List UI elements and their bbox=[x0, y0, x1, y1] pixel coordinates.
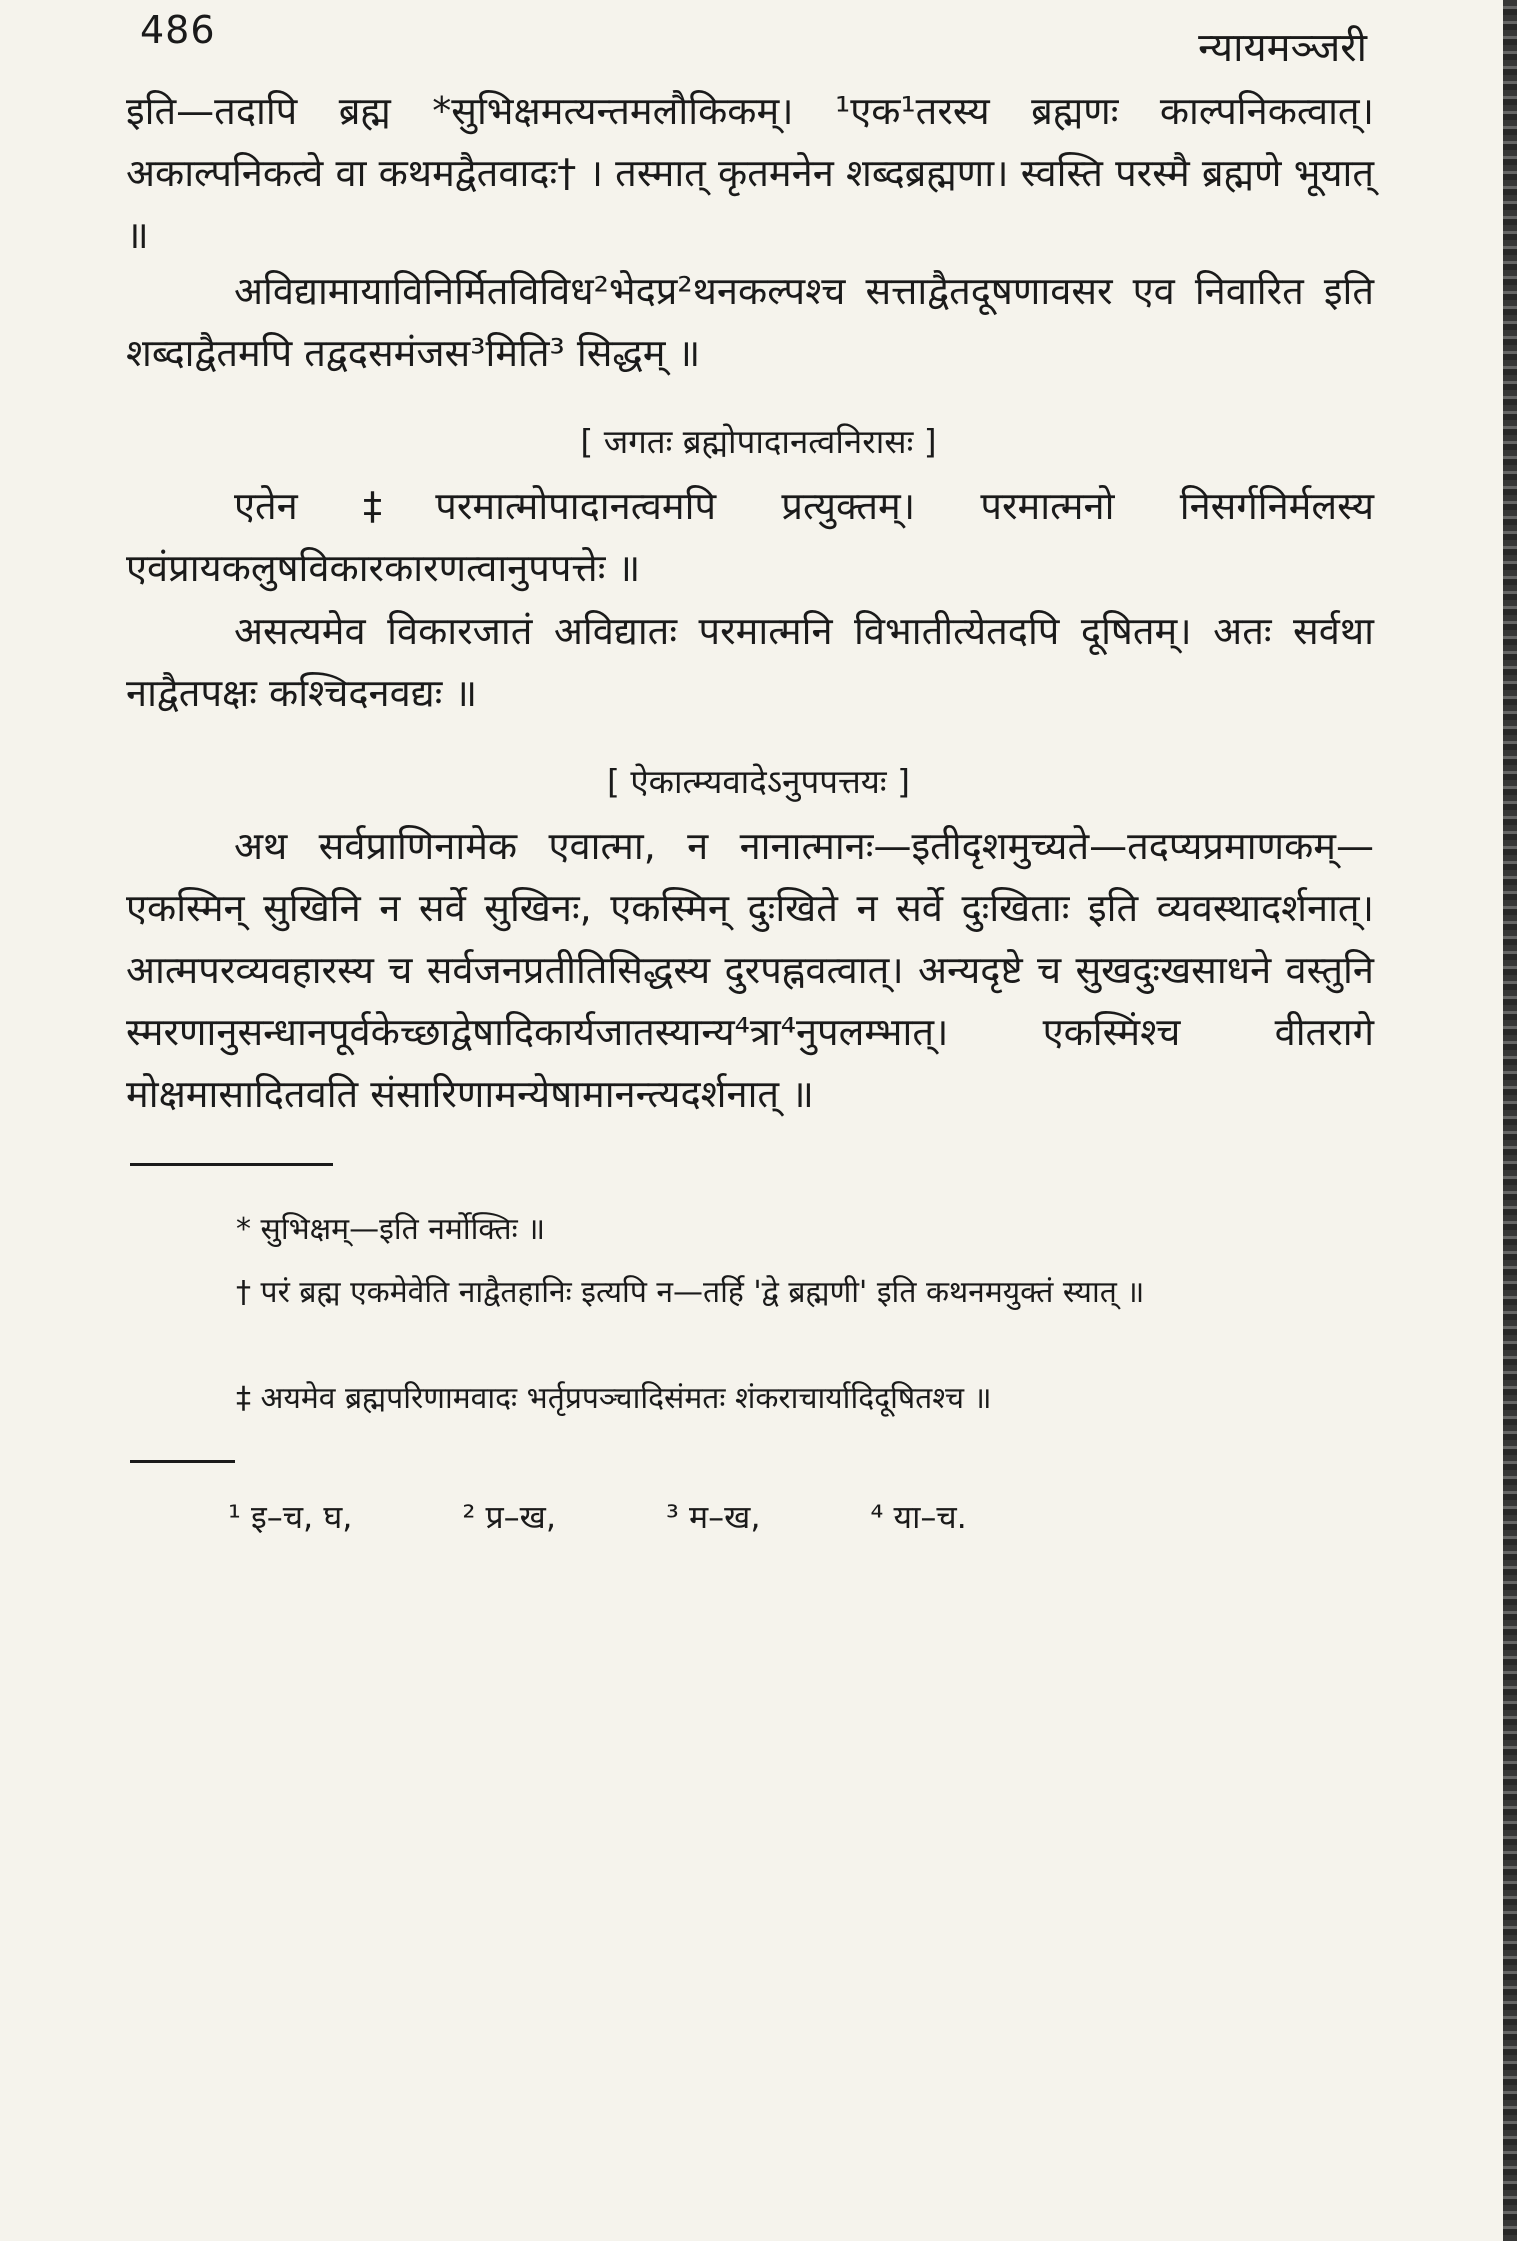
footnote-3: ‡ अयमेव ब्रह्मपरिणामवादः भर्तृप्रपञ्चादिसंमतः शंकराचार्यादिदूषितश्च ॥ bbox=[236, 1381, 992, 1416]
variant-4: ⁴ या–च. bbox=[870, 1498, 967, 1536]
paragraph-2-block bbox=[126, 260, 1374, 384]
page-number: 486 bbox=[140, 8, 216, 52]
footnote-separator bbox=[130, 1163, 333, 1166]
variant-1: ¹ इ–च, घ, bbox=[228, 1498, 353, 1536]
paragraph-2: अविद्यामायाविनिर्मितविविध²भेदप्र²थनकल्पश्च सत्ताद्वैतदूषणावसर एव निवारित इति शब्दाद्वैतमपि तद्वदसमंजस³मिति³ सिद्धम् ॥ bbox=[126, 269, 1374, 375]
footnote-1: * सुभिक्षम्—इति नर्मोक्तिः ॥ bbox=[236, 1212, 546, 1247]
paragraph-5-block bbox=[126, 815, 1374, 1125]
variants-separator bbox=[130, 1460, 235, 1463]
paragraph-5: अथ सर्वप्राणिनामेक एवात्मा, न नानात्मानः—इतीदृशमुच्यते—तदप्यप्रमाणकम्—एकस्मिन् सुखिनि न सर्वे सुखिनः, एकस्मिन् दुःखिते न सर्वे दुःखिताः इति व्यवस्थादर्शनात्। आत्मपरव्यवहारस्य च सर्वजनप्रतीतिसिद्धस्य दुरपह्नवत्वात्। अन्यदृष्टे च सुखदुःखसाधने वस्तुनि स्मरणानुसन्धानपूर्वकेच्छाद्वेषादिकार्यजातस्यान्य⁴त्रा⁴नुपलम्भात्। एकस्मिंश्च वीतरागे मोक्षमासादितवति संसारिणामन्येषामानन्त्यदर्शनात् ॥ bbox=[126, 824, 1374, 1116]
paragraph-1: इति—तदापि ब्रह्म *सुभिक्षमत्यन्तमलौकिकम्। ¹एक¹तरस्य ब्रह्मणः काल्पनिकत्वात्। अकाल्पनिकत्वे वा कथमद्वैतवादः† । तस्मात् कृतमनेन शब्दब्रह्मणा। स्वस्ति परस्मै ब्रह्मणे भूयात् ॥ bbox=[126, 89, 1374, 257]
footnote-2: † परं ब्रह्म एकमेवेति नाद्वैतहानिः इत्यपि न—तर्हि 'द्वे ब्रह्मणी' इति कथनमयुक्तं स्यात् ॥ bbox=[236, 1275, 1145, 1310]
section-heading-1: [ जगतः ब्रह्मोपादानत्वनिरासः ] bbox=[580, 422, 937, 461]
variant-readings bbox=[228, 1495, 1328, 1538]
section-heading-2: [ ऐकात्म्यवादेऽनुपपत्तयः ] bbox=[607, 762, 910, 801]
paragraph-4-block bbox=[126, 600, 1374, 724]
paragraph-4: असत्यमेव विकारजातं अविद्यातः परमात्मनि विभातीत्येतदपि दूषितम्। अतः सर्वथा नाद्वैतपक्षः कश्चिदनवद्यः ॥ bbox=[126, 609, 1374, 715]
variant-3: ³ म–ख, bbox=[666, 1498, 761, 1536]
paragraph-3: एतेन ‡परमात्मोपादानत्वमपि प्रत्युक्तम्। परमात्मनो निसर्गनिर्मलस्य एवंप्रायकलुषविकारकारणत्वानुपपत्तेः ॥ bbox=[126, 484, 1374, 590]
running-title: न्यायमञ्जरी bbox=[1198, 25, 1367, 71]
paragraph-1-block bbox=[126, 80, 1374, 266]
page-edge bbox=[1503, 0, 1517, 2241]
paragraph-3-block bbox=[126, 475, 1374, 599]
variant-2: ² प्र–ख, bbox=[462, 1498, 557, 1536]
